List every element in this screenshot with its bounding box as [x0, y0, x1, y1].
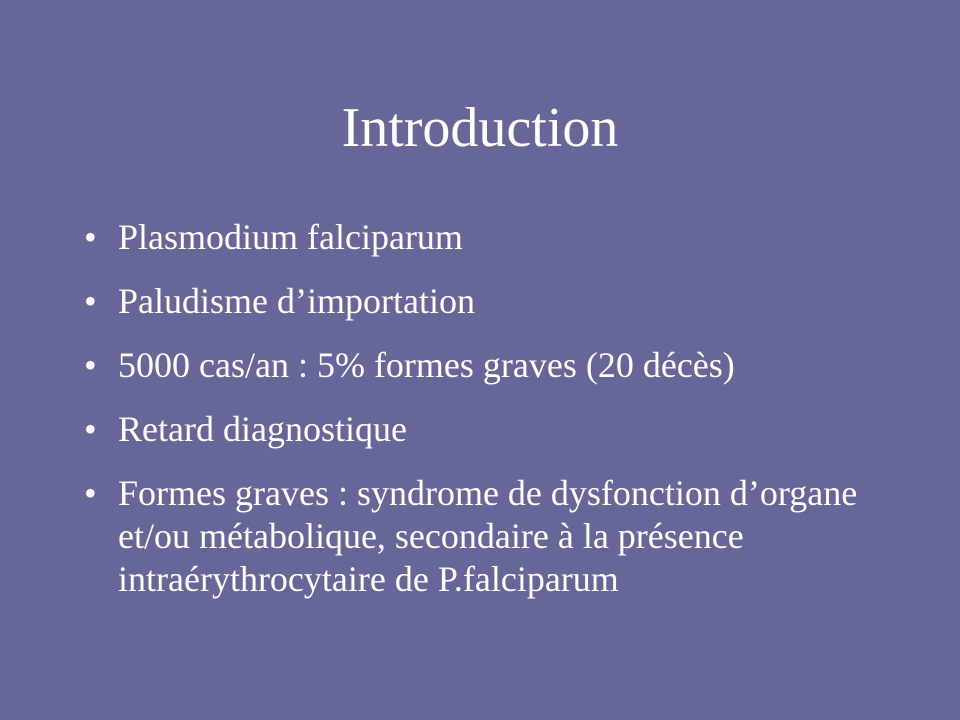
bullet-list [84, 216, 904, 622]
slide-title: Introduction [341, 97, 619, 159]
bullet-item [84, 408, 904, 451]
bullet-item [84, 216, 904, 259]
bullet-dot-icon: • [84, 281, 97, 321]
bullet-text: 5000 cas/an : 5% formes graves (20 décès) [118, 345, 735, 385]
bullet-text: Retard diagnostique [118, 409, 407, 449]
bullet-item [84, 472, 904, 601]
bullet-dot-icon: • [84, 473, 97, 513]
bullet-dot-icon: • [84, 409, 97, 449]
bullet-dot-icon: • [84, 217, 97, 257]
bullet-text: Plasmodium falciparum [118, 217, 463, 257]
bullet-dot-icon: • [84, 345, 97, 385]
bullet-item [84, 344, 904, 387]
bullet-text: Paludisme d’importation [118, 281, 475, 321]
bullet-item [84, 280, 904, 323]
bullet-text: Formes graves : syndrome de dysfonction d’organe et/ou métabolique, secondaire à la présence intraérythrocytaire de P.falciparum [118, 473, 858, 599]
